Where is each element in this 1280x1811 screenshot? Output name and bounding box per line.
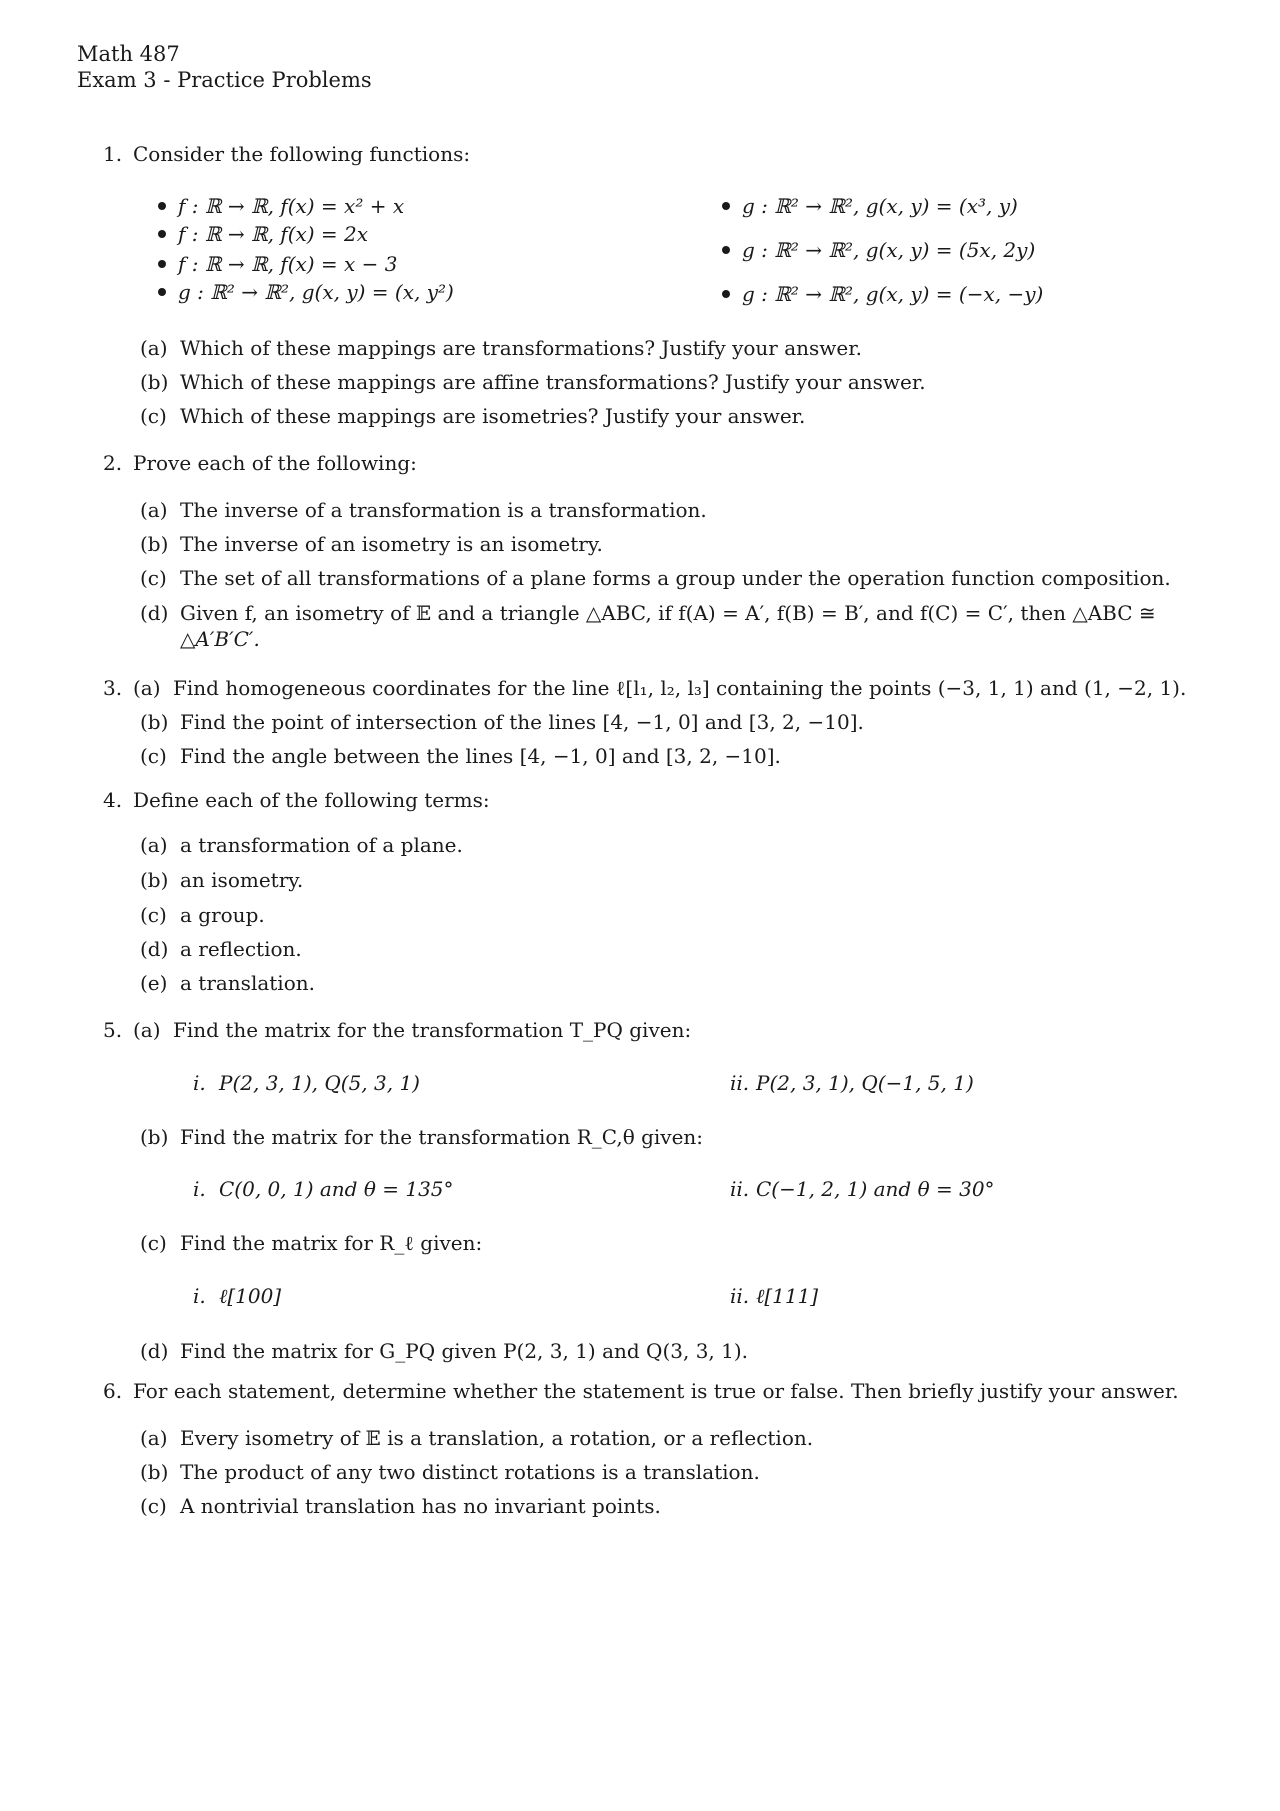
problem-3: 3. (a) Find homogeneous coordinates for the line ℓ[l₁, l₂, l₃] containing the points (−3, 1, 1) and (1, −2, 1). [103,676,1187,700]
part-item: (e) a translation. [140,971,315,995]
problem-number: 2. [103,451,123,475]
problem-text: Prove each of the following: [133,451,417,475]
part-item: (b) Find the point of intersection of the lines [4, −1, 0] and [3, 2, −10]. [140,710,864,734]
part-item: (c) a group. [140,903,265,927]
part-item: (c) The set of all transformations of a plane forms a group under the operation function composition. [140,566,1171,590]
part-item: (c) A nontrivial translation has no invariant points. [140,1494,661,1518]
sub-item: i. C(0, 0, 1) and θ = 135° [193,1177,454,1201]
problem-5: 5. (a) Find the matrix for the transformation T_PQ given: [103,1018,692,1042]
sub-item: ii. C(−1, 2, 1) and θ = 30° [730,1177,995,1201]
sub-item: i. ℓ[100] [193,1284,282,1308]
problem-2 [103,451,417,475]
problem-1 [103,142,470,166]
part-item: (a) Which of these mappings are transformations? Justify your answer. [140,336,862,360]
part-item: (b) Find the matrix for the transformation R_C,θ given: [140,1125,704,1149]
part-continuation: △A′B′C′. [180,627,260,651]
problem-number: 3. [103,676,123,700]
bullet-icon [158,288,166,296]
problem-text: For each statement, determine whether the statement is true or false. Then briefly justify your answer. [133,1379,1179,1403]
part-item: (c) Find the angle between the lines [4, −1, 0] and [3, 2, −10]. [140,744,781,768]
bullet-icon [722,290,730,298]
part-item: (a) The inverse of a transformation is a transformation. [140,498,707,522]
function-item: g : ℝ² → ℝ², g(x, y) = (−x, −y) [722,282,1043,306]
function-item: f : ℝ → ℝ, f(x) = x² + x [158,194,404,218]
part-item: (d) Given f, an isometry of 𝔼 and a triangle △ABC, if f(A) = A′, f(B) = B′, and f(C) = C′, then △ABC ≅ [140,601,1156,625]
part-item: (b) The inverse of an isometry is an isometry. [140,532,603,556]
function-item: g : ℝ² → ℝ², g(x, y) = (x³, y) [722,194,1018,218]
part-item: (a) a transformation of a plane. [140,833,463,857]
part-item: (a) Every isometry of 𝔼 is a translation, a rotation, or a reflection. [140,1426,814,1450]
bullet-icon [158,230,166,238]
problem-number: 1. [103,142,123,166]
part-item: (c) Find the matrix for R_ℓ given: [140,1231,483,1255]
part-item: (d) Find the matrix for G_PQ given P(2, 3, 1) and Q(3, 3, 1). [140,1339,749,1363]
bullet-icon [158,202,166,210]
function-item: g : ℝ² → ℝ², g(x, y) = (x, y²) [158,280,454,304]
part-item: (d) a reflection. [140,937,302,961]
sub-item: i. P(2, 3, 1), Q(5, 3, 1) [193,1071,420,1095]
bullet-icon [722,246,730,254]
problem-text: Define each of the following terms: [133,788,490,812]
problem-number: 6. [103,1379,123,1403]
problem-number: 4. [103,788,123,812]
problem-number: 5. [103,1018,123,1042]
sub-item: ii. P(2, 3, 1), Q(−1, 5, 1) [730,1071,974,1095]
function-item: g : ℝ² → ℝ², g(x, y) = (5x, 2y) [722,238,1035,262]
function-item: f : ℝ → ℝ, f(x) = 2x [158,222,368,246]
problem-6 [103,1379,1179,1403]
part-item: (c) Which of these mappings are isometries? Justify your answer. [140,404,806,428]
sub-item: ii. ℓ[111] [730,1284,819,1308]
function-item: f : ℝ → ℝ, f(x) = x − 3 [158,252,398,276]
problem-4 [103,788,490,812]
part-item: (b) The product of any two distinct rotations is a translation. [140,1460,760,1484]
part-item: (b) an isometry. [140,868,304,892]
bullet-icon [722,202,730,210]
page-title: Exam 3 - Practice Problems [77,68,372,92]
course-name: Math 487 [77,42,180,66]
part-item: (b) Which of these mappings are affine transformations? Justify your answer. [140,370,926,394]
problem-text: Consider the following functions: [133,142,471,166]
bullet-icon [158,260,166,268]
